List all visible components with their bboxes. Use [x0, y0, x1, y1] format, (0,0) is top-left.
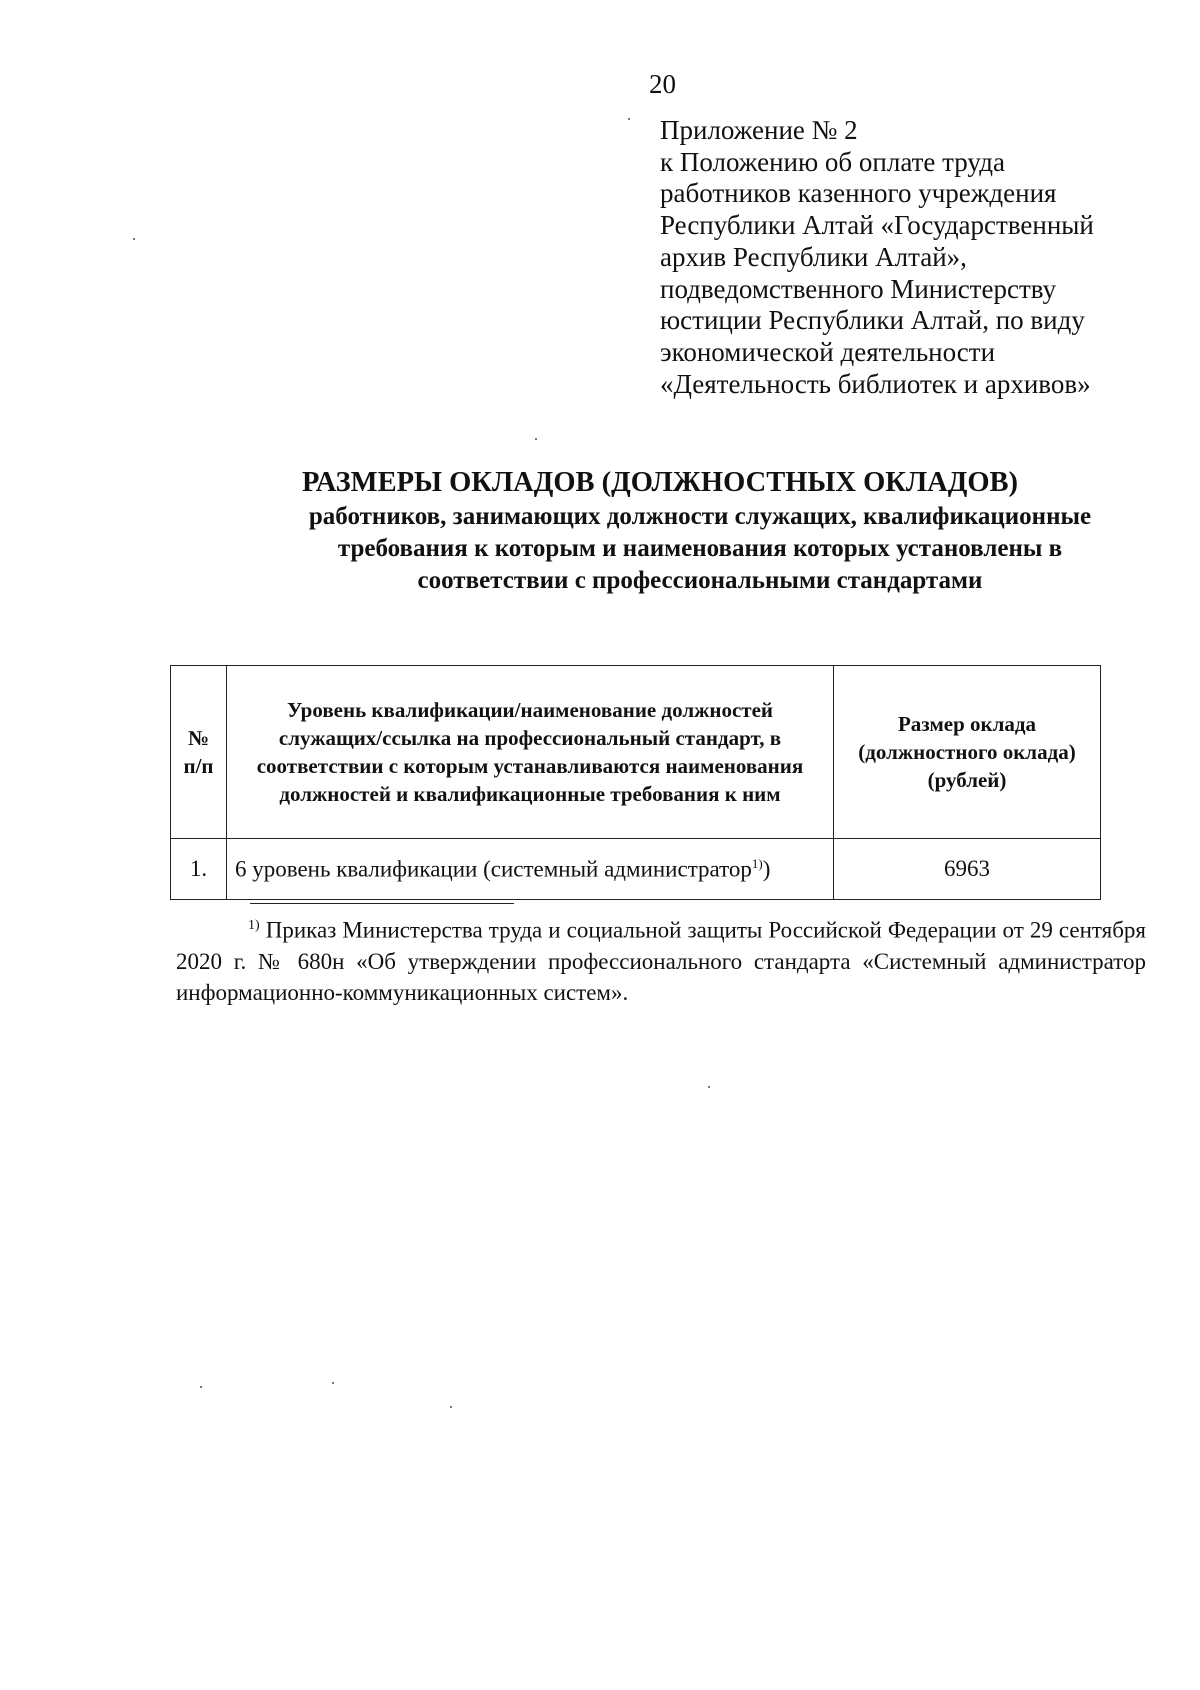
footnote — [176, 910, 1146, 1008]
scan-speck — [535, 438, 537, 440]
appendix-line: Республики Алтай «Государственный — [660, 210, 1094, 241]
scan-speck — [450, 1406, 452, 1408]
row-level-close: ) — [762, 856, 771, 882]
document-title — [230, 465, 1170, 597]
header-number-sign: № — [187, 726, 210, 750]
appendix-line: работников казенного учреждения — [660, 178, 1057, 209]
footnote-text: Приказ Министерства труда и социальной защиты Российской Федерации от 29 сентября 2020 г. № 680н «Об утверждении профессионального стандарта «Системный администратор информационно-коммуникационных систем». — [176, 917, 1146, 1005]
table-row — [171, 839, 1101, 900]
row-salary-size: 6963 — [834, 839, 1101, 900]
appendix-line: Приложение № 2 — [660, 115, 858, 145]
appendix-line: «Деятельность библиотек и архивов» — [660, 368, 1091, 399]
scan-speck — [708, 1086, 710, 1088]
header-salary-size: Размер оклада (должностного оклада) (рублей) — [834, 666, 1101, 839]
salary-table — [170, 665, 1101, 900]
title-subtitle-line: требования к которым и наименования которых установлены в — [337, 535, 1063, 562]
appendix-line: архив Республики Алтай», — [660, 241, 967, 272]
row-qualification-level — [227, 839, 834, 900]
appendix-reference — [660, 115, 1140, 400]
scan-speck — [332, 1382, 334, 1384]
footnote-reference: 1) — [751, 855, 763, 871]
appendix-line: юстиции Республики Алтай, по виду — [660, 305, 1085, 336]
header-number-abbr: п/п — [183, 754, 214, 778]
page-number: 20 — [649, 69, 676, 99]
footnote-separator — [250, 903, 514, 904]
row-level-text: 6 уровень квалификации (системный администратор — [235, 856, 752, 882]
scan-speck — [200, 1386, 202, 1388]
scan-speck — [133, 238, 135, 240]
header-number — [171, 666, 227, 839]
footnote-body — [176, 910, 1146, 1008]
appendix-line: к Положению об оплате труда — [660, 146, 1005, 177]
appendix-line: экономической деятельности — [660, 336, 996, 367]
table-header-row — [171, 666, 1101, 839]
header-qualification-level: Уровень квалификации/наименование должностей служащих/ссылка на профессиональный стандарт, в соответствии с которым устанавливаются наименования должностей и квалификационные требования к ним — [227, 666, 834, 839]
title-main: РАЗМЕРЫ ОКЛАДОВ (ДОЛЖНОСТНЫХ ОКЛАДОВ) — [302, 467, 1018, 498]
footnote-mark: 1) — [248, 918, 260, 933]
scan-speck — [628, 118, 630, 120]
title-subtitle-line: работников, занимающих должности служащих, квалификационные — [308, 503, 1092, 530]
row-number: 1. — [171, 839, 227, 900]
title-subtitle-line: соответствии с профессиональными стандартами — [417, 567, 983, 594]
appendix-line: подведомственного Министерству — [660, 273, 1057, 304]
